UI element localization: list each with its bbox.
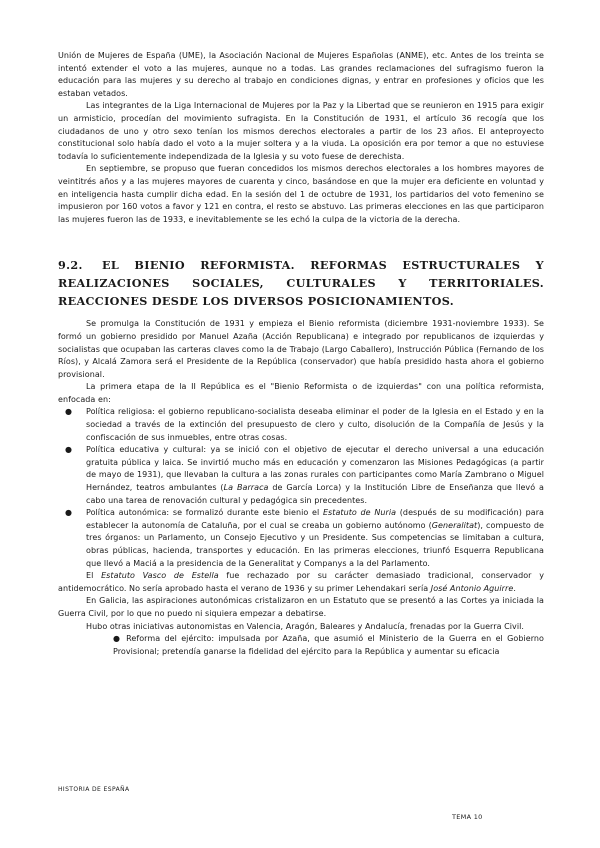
paragraph-estatuto-vasco: El Estatuto Vasco de Estella fue rechazado por su carácter demasiado tradicional, conservador y antidemocrático. No sería aprobado hasta el verano de 1936 y su primer Lehendakari sería José Antonio Aguirre. bbox=[58, 571, 544, 593]
paragraph-section-1: Se promulga la Constitución de 1931 y empieza el Bienio reformista (diciembre 1931-noviembre 1933). Se formó un gobierno presidido por Manuel Azaña (Acción Republicana) e integrado por republicanos de izquierdas y socialistas que ocupaban las carteras claves como la de Trabajo (Largo Caballero), Instrucción Pública (Fernando de los Ríos), y Alcalá Zamora será el Presidente de la República (conservador) que había presidido hasta ahora el gobierno provisional. bbox=[58, 319, 544, 379]
bullet-educativa: Política educativa y cultural: ya se inició con el objetivo de ejecutar el derecho universal a una educación gratuita pública y laica. Se invirtió mucho más en educación y comenzaron las Misiones Pedagógicas (a partir de mayo de 1931), que llevaban la cultura a las zonas rurales con participantes como María Zambrano o Miguel Hernández, teatros ambulantes (La Barraca de García Lorca) y la Institución Libre de Enseñanza que llevó a cabo una tarea de renovación cultural y pedagógica sin precedentes. bbox=[86, 445, 545, 505]
paragraph-intro-1: Unión de Mujeres de España (UME), la Asociación Nacional de Mujeres Españolas (ANME), etc. Antes de los treinta se intentó extender el voto a las mujeres, aunque no a todas. Las grandes reclamaciones del sufragismo fueron la educación para las mujeres y su derecho al trabajo en condiciones dignas, y entrar en profesiones y oficios que les estaban vetados. bbox=[58, 51, 544, 98]
paragraph-galicia: En Galicia, las aspiraciones autonómicas cristalizaron en un Estatuto que se presentó a las Cortes ya iniciada la Guerra Civil, por lo que no puedo ni siquiera empezar a debatirse. bbox=[58, 596, 544, 618]
document-page bbox=[58, 50, 544, 658]
footer-topic: TEMA 10 bbox=[452, 813, 483, 821]
list-item bbox=[65, 444, 545, 507]
bullet-religiosa: Política religiosa: el gobierno republicano-socialista deseaba eliminar el poder de la Iglesia en el Estado y en la sociedad a través de la extinción del presupuesto de clero y culto, disolución de la Compañía de Jesús y la confiscación de sus inmuebles, entre otras cosas. bbox=[86, 407, 544, 442]
bullet-icon: ● bbox=[113, 634, 122, 644]
bullet-icon: ● bbox=[65, 407, 72, 417]
bullet-icon: ● bbox=[65, 508, 72, 518]
list-item bbox=[65, 507, 544, 570]
bullet-icon: ● bbox=[65, 445, 72, 455]
section-title: EL BIENIO REFORMISTA. REFORMAS ESTRUCTURALES Y REALIZACIONES SOCIALES, CULTURALES Y TERRITORIALES. REACCIONES DESDE LOS DIVERSOS POSICIONAMIENTOS. bbox=[58, 258, 544, 309]
section-heading bbox=[58, 256, 544, 310]
list-item bbox=[65, 406, 544, 444]
paragraph-intro-2: Las integrantes de la Liga Internacional de Mujeres por la Paz y la Libertad que se reunieron en 1915 para exigir un armisticio, procedían del movimiento sufragista. En la Constitución de 1931, el artículo 36 recogía que los ciudadanos de uno y otro sexo tenían los mismos derechos electorales a partir de los 23 años. El anteproyecto constitucional solo había dado el voto a la mujer soltera y a la viuda. La oposición era por temor a que no estuviese todavía lo suficientemente independizada de la Iglesia y su voto fuese de derechista. bbox=[58, 101, 544, 161]
section-number: 9.2. bbox=[58, 258, 83, 273]
paragraph-otras-iniciativas: Hubo otras iniciativas autonomistas en Valencia, Aragón, Baleares y Andalucía, frenadas por la Guerra Civil. bbox=[86, 621, 524, 631]
paragraph-reforma-ejercito: ● Reforma del ejército: impulsada por Azaña, que asumió el Ministerio de la Guerra en el Gobierno Provisional; pretendía ganarse la fidelidad del ejército para la República y aumentar su eficacia bbox=[113, 634, 544, 656]
bullet-autonomica: Política autonómica: se formalizó durante este bienio el Estatuto de Nuria (después de su modificación) para establecer la autonomía de Cataluña, por el cual se creaba un gobierno autónomo (Generalitat), compuesto de tres órganos: un Parlamento, un Consejo Ejecutivo y un Presidente. Sus competencias se limitaban a cultura, obras públicas, hacienda, transportes y educación. En las primeras elecciones, triunfó Esquerra Republicana que llevó a Maciá a la presidencia de la Generalitat y Companys a la del Parlamento. bbox=[86, 508, 544, 568]
footer-subject: HISTORIA DE ESPAÑA bbox=[58, 786, 130, 793]
paragraph-section-2: La primera etapa de la II República es el "Bienio Reformista o de izquierdas" con una política reformista, enfocada en: bbox=[58, 382, 544, 404]
reform-list bbox=[58, 406, 544, 570]
paragraph-intro-3: En septiembre, se propuso que fueran concedidos los mismos derechos electorales a los hombres mayores de veintitrés años y a las mujeres mayores de cuarenta y cinco, basándose en que la mujer era deficiente en voluntad y en inteligencia hasta cumplir dicha edad. En la sesión del 1 de octubre de 1931, los partidarios del voto femenino se impusieron por 160 votos a favor y 121 en contra, el resto se abstuvo. Las primeras elecciones en las que participaron las mujeres fueron las de 1933, e inevitablemente se les echó la culpa de la victoria de la derecha. bbox=[58, 164, 544, 224]
